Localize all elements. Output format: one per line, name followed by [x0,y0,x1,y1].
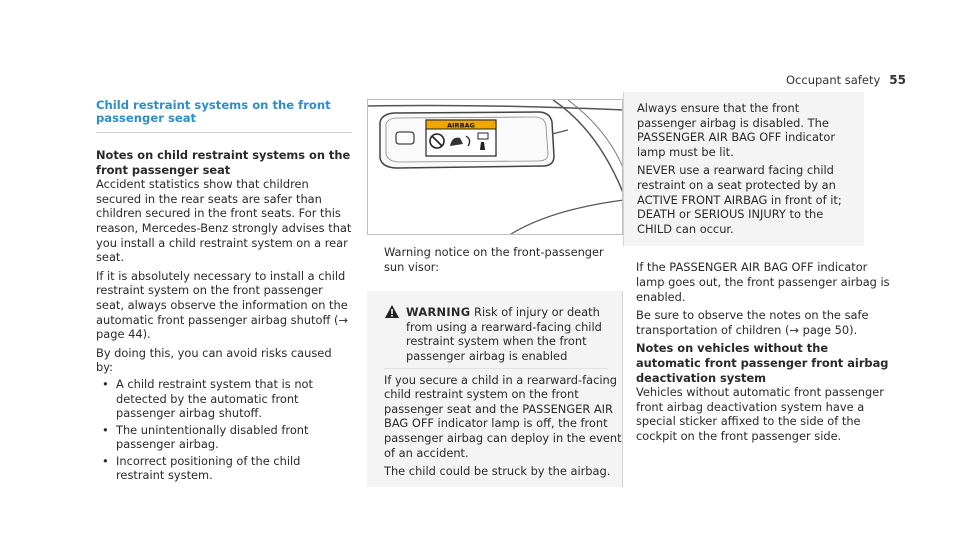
warning-paragraph-4: NEVER use a rearward facing child restraint on a seat protected by an ACTIVE FRONT AIRBAG in front of it; DEATH or SERIOUS INJURY to the CHILD can occur. [637,163,842,236]
paragraph-front-seat: If it is absolutely necessary to install a child restraint system on the front passenger seat, always observe the information on the automatic front passenger airbag shutoff (→ page 44). [96,268,348,342]
warning-box [367,291,623,487]
warning-title: Risk of injury or death from using a rearward-facing child restraint system when the front passenger airbag is enabled [406,305,602,363]
column-2 [367,99,623,487]
paragraph-safe-transport: Be sure to observe the notes on the safe transportation of children (→ page 50). [636,308,869,337]
warning-header [384,305,622,363]
paragraph-accident-statistics: Accident statistics show that children secured in the rear seats are safer than children secured in the front seats. For this reason, Mercedes-Benz strongly advises that you install a child restraint system on a rear seat. [96,177,352,265]
page-header [786,73,906,89]
warning-triangle-icon [384,304,400,319]
list-item: • A child restraint system that is not detected by the automatic front passenger airbag shutoff. [102,376,313,421]
paragraph-lamp-out: If the PASSENGER AIR BAG OFF indicator lamp goes out, the front passenger airbag is enabled. [636,260,890,304]
sun-visor-illustration [367,99,623,235]
column-3 [636,99,892,443]
figure-caption: Warning notice on the front-passenger sun visor: [384,245,604,274]
section-title: Child restraint systems on the front passenger seat [96,99,352,133]
warning-paragraph-3: Always ensure that the front passenger airbag is disabled. The PASSENGER AIR BAG OFF indicator lamp must be lit. [637,101,836,159]
warning-label: WARNING [406,305,471,320]
list-item: • Incorrect positioning of the child restraint system. [102,453,301,483]
bullet-icon: • [102,376,109,391]
notes-heading: Notes on child restraint systems on the front passenger seat [96,148,351,177]
section-name: Occupant safety [786,73,881,87]
risk-list [96,377,352,483]
warning-box-continued [623,92,864,246]
page-number: 55 [889,73,906,87]
warning-paragraph-2: The child could be struck by the airbag. [384,464,611,479]
bullet-icon: • [102,422,109,437]
notes-heading-no-deactivation: Notes on vehicles without the automatic front passenger front airbag deactivation system [636,341,889,385]
paragraph-risks: By doing this, you can avoid risks caused by: [96,345,332,375]
sun-visor-drawing [368,100,623,235]
warning-paragraph-1: If you secure a child in a rearward-facing child restraint system on the front passenger seat and the PASSENGER AIR BAG OFF indicator lamp is off, the front passenger airbag can deploy in the event of an accident. [384,372,622,460]
list-item: • The unintentionally disabled front passenger airbag. [102,422,309,452]
airbag-label-text: AIRBAG [447,121,475,130]
column-1 [96,99,352,485]
warning-separator [384,368,608,369]
bullet-icon: • [102,453,109,468]
paragraph-sticker: Vehicles without automatic front passenger front airbag deactivation system have a special sticker affixed to the side of the cockpit on the front passenger side. [636,385,884,443]
